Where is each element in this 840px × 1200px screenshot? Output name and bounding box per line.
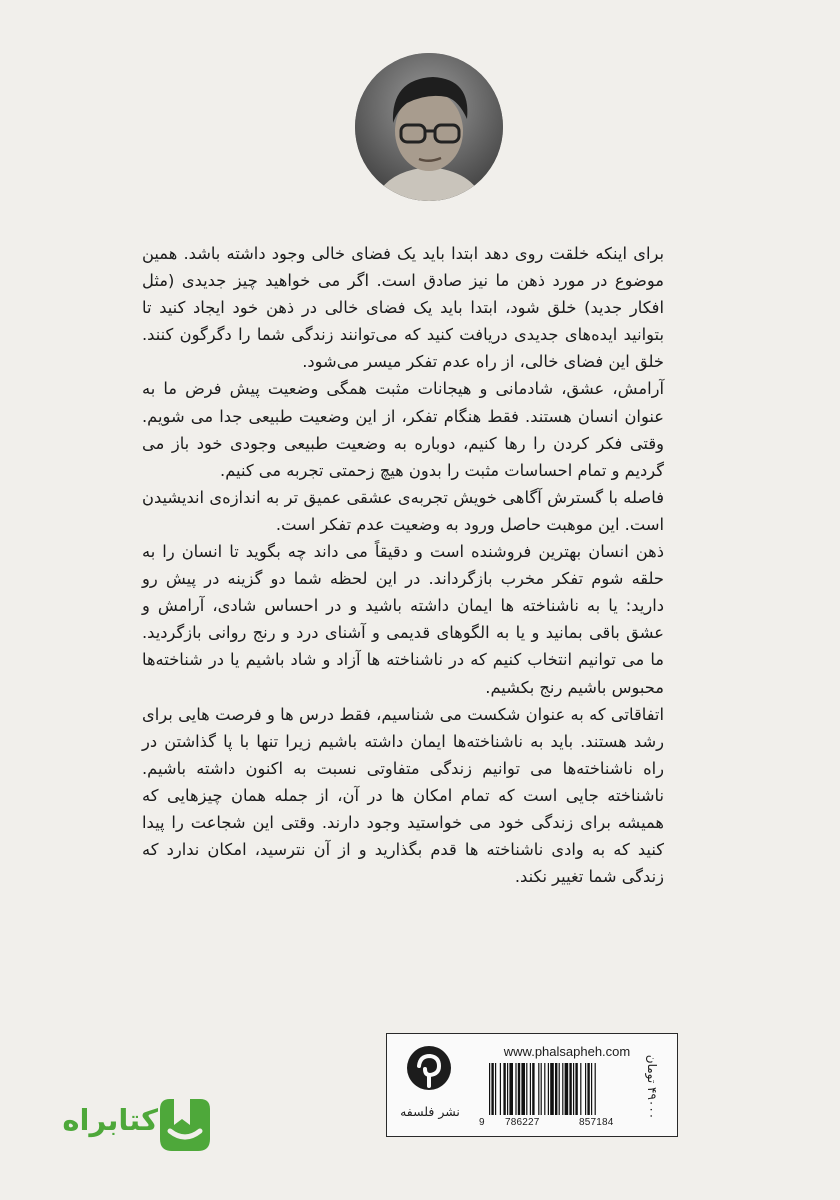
paragraph-1: برای اینکه خلقت روی دهد ابتدا باید یک فضای خالی وجود داشته باشد. همین موضوع در مورد ذهن ما نیز صادق است. اگر می خواهید چیز جدیدی (مثل افکار جدید) خلق شود، ابتدا باید یک فضای خالی در ذهن خود ایجاد کنید تا بتوانید ایده‌های جدیدی دریافت کنید که می‌توانند زندگی شما را دگرگون کنند. خلق این فضای خالی، از راه عدم تفکر میسر می‌شود.: [142, 244, 664, 372]
back-cover-text: [142, 240, 664, 890]
barcode-bar: [530, 1063, 531, 1115]
barcode-bar: [515, 1063, 516, 1115]
paragraph-2: آرامش، عشق، شادمانی و هیجانات مثبت همگی وضعیت پیش فرض ما به عنوان انسان هستند. فقط هنگام تفکر، از این وضعیت طبیعی جدا می شویم. وقتی فکر کردن را رها کنیم، دوباره به وضعیت طبیعی وجودی خود باز می گردیم و تمام احساسات مثبت را بدون هیچ زحمتی تجربه می کنیم.: [142, 379, 664, 480]
barcode-bar: [541, 1063, 542, 1115]
barcode-bar: [491, 1063, 493, 1115]
barcode-bar: [580, 1063, 581, 1115]
store-bookmark-icon: [154, 1095, 216, 1155]
barcode-bar: [575, 1063, 577, 1115]
barcode-bar: [526, 1063, 527, 1115]
barcode-bar: [521, 1063, 525, 1115]
isbn-barcode: [479, 1044, 647, 1132]
barcode-bar: [548, 1063, 549, 1115]
barcode-bar: [595, 1063, 596, 1115]
barcode-bar: [569, 1063, 571, 1115]
barcode-bar: [518, 1063, 520, 1115]
barcode-bar: [585, 1063, 586, 1115]
store-logo[interactable]: [38, 1095, 216, 1157]
barcode-bar: [591, 1063, 592, 1115]
barcode-bar: [544, 1063, 545, 1115]
author-portrait: [355, 53, 503, 201]
barcode-first-digit: 9: [479, 1117, 485, 1128]
barcode-bar: [532, 1063, 534, 1115]
barcode-bar: [495, 1063, 496, 1115]
barcode-bar: [587, 1063, 589, 1115]
barcode-bar: [555, 1063, 557, 1115]
barcode-bar: [562, 1063, 563, 1115]
paragraph-5: اتفاقاتی که به عنوان شکست می شناسیم، فقط درس ها و فرصت هایی برای رشد هستند. باید به ناشناخته‌ها ایمان داشته باشیم زیرا تنها با پا گذاشتن در راه ناشناخته‌ها می توانیم زندگی متفاوتی نسبت به اکنون داشته باشیم. ناشناخته جایی است که تمام امکان ها در آن، از جمله همان چیزهایی که همیشه برای زندگی خود می خواستید وجود دارند. وقتی این شجاعت را پیدا کنید که به وادی ناشناخته ها قدم بگذارید و از آن نترسید، امکان ندارد که زندگی شما تغییر نکند.: [142, 704, 664, 887]
barcode-bar: [573, 1063, 574, 1115]
paragraph-3: فاصله با گسترش آگاهی خویش تجربه‌ی عشقی عمیق تر به اندازه‌ی اندیشیدن است. این موهبت حاصل ورود به وضعیت عدم تفکر است.: [142, 487, 664, 534]
barcode-bar: [538, 1063, 539, 1115]
publisher-url[interactable]: www.phalsapheh.com: [503, 1044, 631, 1059]
publisher-logo-icon: [405, 1044, 453, 1092]
barcode-bar: [559, 1063, 560, 1115]
barcode-bar: [500, 1063, 501, 1115]
barcode-bar: [565, 1063, 569, 1115]
publisher-barcode-box: [386, 1033, 678, 1137]
barcode-bars: [487, 1063, 647, 1115]
price-label: ۴۹۰۰۰ تومان: [645, 1054, 659, 1120]
barcode-digits-left: 786227: [505, 1117, 540, 1128]
barcode-bar: [509, 1063, 513, 1115]
author-photo-image: [355, 53, 503, 201]
barcode-bar: [507, 1063, 508, 1115]
barcode-bar: [489, 1063, 490, 1115]
barcode-digits-right: 857184: [579, 1117, 614, 1128]
paragraph-4: ذهن انسان بهترین فروشنده است و دقیقاً می داند چه بگوید تا انسان را به حلقه شوم تفکر مخرب بازگرداند. در این لحظه شما دو گزینه در پیش رو دارید: یا به ناشناخته ها ایمان داشته باشید و در احساس شادی، آرامش و عشق باقی بمانید و یا به الگوهای قدیمی و آشنای درد و رنج روانی بازگردید. ما می توانیم انتخاب کنیم که در ناشناخته ها آزاد و شاد باشیم یا در شناخته‌ها محبوس باشیم رنج بکشیم.: [142, 542, 664, 697]
store-name: کتابراه: [62, 1103, 158, 1137]
publisher-name: نشر فلسفه: [400, 1104, 460, 1119]
barcode-bar: [503, 1063, 505, 1115]
barcode-bar: [550, 1063, 554, 1115]
